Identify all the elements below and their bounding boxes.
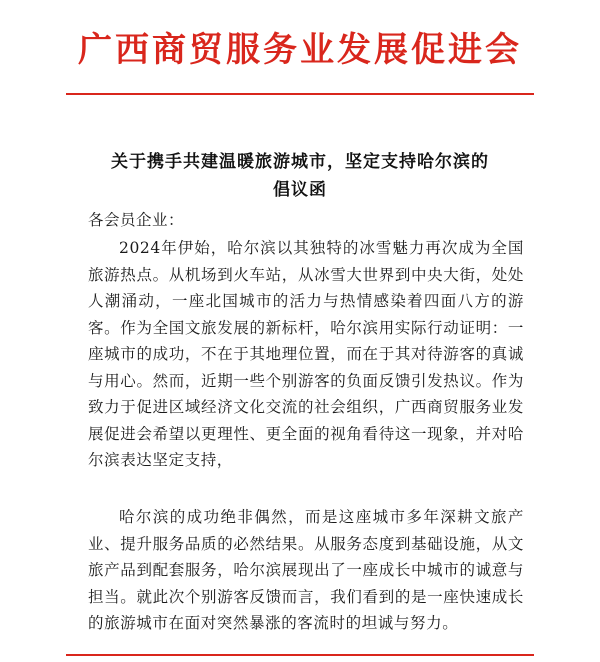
body-paragraph-1: 2024年伊始，哈尔滨以其独特的冰雪魅力再次成为全国旅游热点。从机场到火车站，从冰雪大世界到中央大街，处处人潮涌动，一座北国城市的活力与热情感染着四面八方的游客。作为全国文旅发展的新标杆，哈尔滨用实际行动证明：一座城市的成功，不在于其地理位置，而在于其对待游客的真诚与用心。然而，近期一些个别游客的负面反馈引发热议。作为致力于促进区域经济文化交流的社会组织，广西商贸服务业发展促进会希望以更理性、更全面的视角看待这一现象，并对哈尔滨表达坚定支持， xyxy=(88,239,524,469)
document-title-line-2: 倡议函 xyxy=(273,180,327,200)
body-paragraph-2: 哈尔滨的成功绝非偶然，而是这座城市多年深耕文旅产业、提升服务品质的必然结果。从服务态度到基础设施，从文旅产品到配套服务，哈尔滨展现出了一座成长中城市的诚意与担当。就此次个别游客反馈而言，我们看到的是一座快速成长的旅游城市在面对突然暴涨的客流时的坦诚与努力。 xyxy=(88,508,524,632)
letterhead-org-name: 广西商贸服务业发展促进会 xyxy=(78,30,522,70)
salutation: 各会员企业： xyxy=(88,211,185,229)
footer-red-rule xyxy=(66,654,534,656)
letterhead-red-rule xyxy=(66,93,534,95)
document-title-line-1: 关于携手共建温暖旅游城市，坚定支持哈尔滨的 xyxy=(111,152,489,172)
